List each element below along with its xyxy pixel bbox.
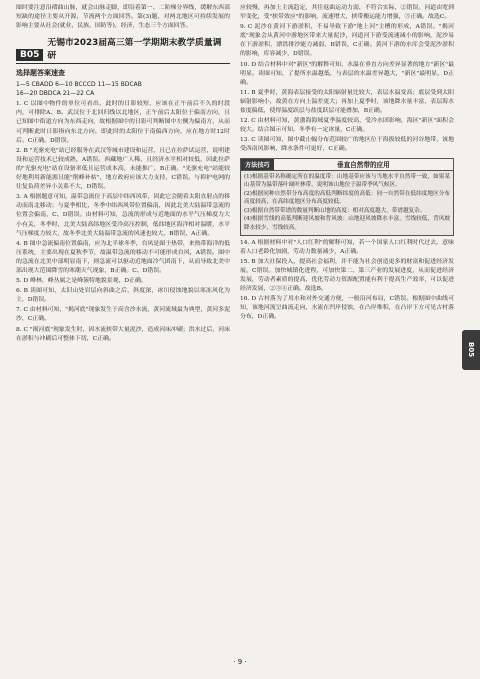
method-tips-header xyxy=(241,159,453,171)
answer-explanation: 4. B 图中急流偏南位置偏南，应为北半球冬季，台风是图于热带，来热带海洋的低压系统，主要出现在夏秋季节，故温带急流的移动不可能形成台风，A错误。图中的急流在北美中部明显南下，则急流可以驱动近地面冷气团南下，从而导致北美中部出现大范围降雪的寒潮天气现象，B正确。C、D错误。 xyxy=(16,240,230,274)
answer-explanation: 13. C 读图可知，图中截止幅分布范围较广的地区位于海拔较低的河谷地带，该地受西南风影响，降水条件可更好，C正确。 xyxy=(240,137,454,153)
method-tips-title: 垂直自然带的应用 xyxy=(337,161,390,169)
method-tips-box xyxy=(240,158,454,236)
intro-paragraph: 图时要注意沿褶曲山脉，就会山脉走脚，即沿着第一、二阶梯分界线，缓解东西部短缺的途径主要从开源，节流两个方面回答。第(3)题，对两北地区可持续发展的影响主要从社会(就业，民族、国防等)，经济，生态三个方面回答。 xyxy=(16,5,230,30)
section-header xyxy=(16,35,230,64)
answer-explanation: 10. D 结合材料中对"新区"的解释可知，水温在垂直方向差异显著的地方"新区"最明显。读图可知，了提所水温越低，与表层的水温差异越大，"新区"最明显，D正确。 xyxy=(240,61,454,86)
answer-line: 1—5 CBADD 6—10 BCCCD 11—15 BDCAB xyxy=(16,81,142,89)
answer-explanation: 3. A 根据题意可知，温带急流位于高层中纬西风带，因此它会随着太阳直射点的移动而南北移动；与夏季相比，冬季中纬西风带位置偏南，因此北美大陆温带急流的位置会偏南，C、D错误。由材料可知，急流的形成与近地面的水平气压梯度力大小有关，冬季时，北美大陆高纬地区受冷高压控制，低纬地区海洋相对温暖，水平气压梯度力较大，故冬季北美大陆温带急流的风速也较大，B错误，A正确。 xyxy=(16,194,230,237)
answer-explanation: 8. C "揭河底"现象发生时，因水流挟带大量泥沙，造成河床冲刷；洪水过后，河床在淤积与冲刷后可整体下切，C正确。 xyxy=(16,326,230,342)
answer-explanation: 7. C 由材料可知，"揭河底"现象发生于高含沙水流，黄河流域最为典型，黄河多泥沙，C正确。 xyxy=(16,307,230,323)
answer-explanation: 应较慢，再加上主流趋定，其往返曲运动力弱，不符合实际，②错误。河道由宽到窄变化，受"挟带效应"的影响，流速增大，挟带搬运能力增强，③正确。故选C。 xyxy=(240,5,454,21)
answer-explanation: 5. D 峰林，峰丛属之是峰簇特地貌景观，D正确。 xyxy=(16,278,147,285)
method-tip-line: (4)根据雪线的高低判断迎风坡和背风坡：山地迎风坡降水丰富，雪线较低，背风坡降水较少，雪线较高。 xyxy=(244,216,450,232)
answer-line: 16—20 DBDCA 21—22 CA xyxy=(16,90,95,98)
answer-explanation: 12. C 由材料可知，黄渤海海域夏季温度较高，受冷水团影响，海区"新区"面积会较大。结合图示可知，冬季有一定冰量，C正确。 xyxy=(240,118,454,134)
answer-explanation: 2. B "光驱充电"站已经服务在武汉等城市建设和运营，且已在拉萨试运营，说明建设和运营技术已较成熟，A错误。西藏地广人稀，且经济水平相对较低，因此拉萨的"光驱充电"站在设备率低且运营成本高，未能推广，B正确。"光驱充电"站能较好地利用新能源且能"削峰补枯"，地方政府应该大力支持，C错误。与抑护电网的往复负荷差异小关系不大，D错误。 xyxy=(16,147,230,191)
method-tip-line: (3)根据自然带带谱的数量判断山地的高度：相对高度越大，带谱越复杂。 xyxy=(244,207,426,214)
side-section-tab: B05 xyxy=(462,330,480,370)
method-tip-line: (2)根据同种自然带分布高度的高低判断纬度的高低：同一自然带在低纬度地区分布高度较高，在高纬度地区分布高度较低。 xyxy=(244,190,450,206)
answer-explanation: 11. B 夏季时，黄海表层接受的太阳辐射量比较大，表层水温变高；底层受到太阳辐射影响小，故黄在方向上温差更大；再加上夏季时，该地降水量丰富，表层海水盐度偏低，使得温度跃层与盐度跃层可能叠加，B正确。 xyxy=(240,89,454,115)
left-column xyxy=(16,4,230,652)
two-columns xyxy=(16,4,454,652)
section-title: 无锡市2023届高三第一学期期末教学质量调研 xyxy=(47,38,222,62)
page-number: · 9 · xyxy=(233,658,247,666)
section-tag: B05 xyxy=(16,49,43,61)
right-column xyxy=(240,4,454,652)
answers-heading: 选择题答案速查 xyxy=(16,69,65,78)
answer-explanation: 16. D 古村落为了用水和对外交通方便，一般沿河布局，C错误。根据图中曲线可知，该地河流呈曲流走向，水流在凹岸侵蚀，在凸岸堆积，在凸岸下方可见古村落分布，D正确。 xyxy=(240,296,454,321)
answer-explanation: 6. B 读图可知，太旧山处岩层向斜曲之后，斜度深，冰川侵蚀地貌以寒冻风化为主，D错误。 xyxy=(16,288,230,304)
answer-explanation: 14. A 根据材料中对"人口红利"的解释可知，若一个国家人口红利时代过去，意味着人口老龄化加剧，劳动力数量减少，A正确。 xyxy=(240,239,454,255)
method-tip-line: (1)根据基带名称确定所在的温度带：山地基带应该与当地水平自然带一致，如果某山基带为温带落叶阔叶林带，说明该山地位于温带季风气候区。 xyxy=(244,173,450,189)
answer-explanation: 9. C 泥沙在黄河下游淤积，不易导致下游"地上河"主槽的形成，A错误。"揭河底"现象会从黄河中游地区带来大量泥沙，河道河下游受流速减小的影响，泥沙易在下游淤积，漂洪排沙能力减弱，B错误，C正确。黄河下游的水库会受泥沙淤积的影响，库容减少，D错误。 xyxy=(240,24,454,58)
answer-explanation: 15. B 加大社保投入，提高社会福利，并不能为社会创造更多的财富和促进经济发展，C错误。加快城镇化进程，可加快第二、第三产业的发展进度，从而促进经济发展，劳动者素质的提高，优化劳动力资源配置能有利于提高生产效率，可以促进经济发展，②③④正确。故选B。 xyxy=(240,258,454,293)
method-tips-body xyxy=(241,171,453,235)
method-tips-tag: 方法技巧 xyxy=(241,159,274,170)
answer-explanation: 1. C 以图中物件的单位可看出，此时的日影较短，应该在正午前后不久的时段内，可排除A、B。武汉位于北回归线以北地区，正午前后太阳位于偏南方向，且已知图中街道方向为东西走向，故根据图中的日影可判断图中左侧为偏南方，从而可判断此时日影指向东北方向，即此时的太阳位于南偏西方向，应在地方时12时后。C正确，D错误。 xyxy=(16,101,230,144)
